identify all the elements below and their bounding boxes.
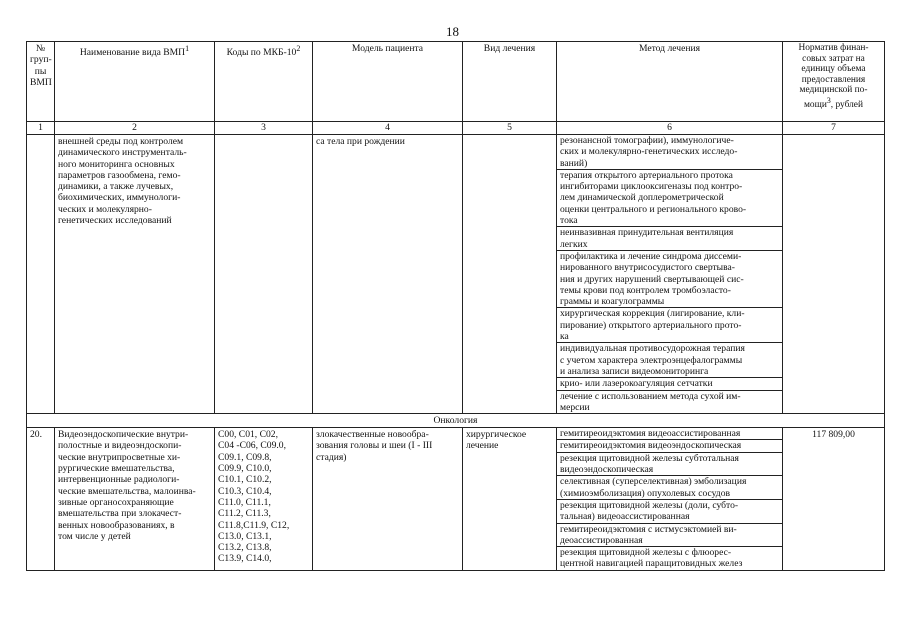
treatment-type-cell: хирургическое лечение	[463, 428, 557, 571]
treatment-method-item: хирургическая коррекция (лигирование, кли- пирование) открытого артериального прото- ка	[557, 308, 782, 343]
header-treatment-method: Метод лечения	[557, 42, 783, 122]
header-treatment-type: Вид лечения	[463, 42, 557, 122]
vmp-name-cell: Видеоэндоскопические внутри- полостные и видеоэндоскопи- ческие внутрипросветные хи- рургические вмешательства, интервенционные радиологи- ческие вмешательства, малоинва- зивные органосохраняющие вмешательства при злокачест- венных новообразованиях, в том числе у детей	[55, 428, 215, 571]
column-number: 2	[55, 122, 215, 135]
treatment-methods-cell	[557, 135, 783, 414]
vmp-name-cell: внешней среды под контролем динамического инструменталь- ного мониторинга основных параметров газообмена, гемо- динамики, а также лучевых, биохимических, иммунологи- ческих и молекулярно- генетических исследований	[55, 135, 215, 414]
treatment-method-item: гемитиреоидэктомия видеоассистированная	[557, 428, 782, 440]
vmp-table	[26, 41, 885, 571]
treatment-method-item: гемитиреоидэктомия видеоэндоскопическая	[557, 440, 782, 452]
column-number-row	[27, 122, 885, 135]
column-number: 7	[783, 122, 885, 135]
cost-cell	[783, 135, 885, 414]
column-number: 4	[313, 122, 463, 135]
cost-cell: 117 809,00	[783, 428, 885, 571]
treatment-type-cell	[463, 135, 557, 414]
icd-codes-cell: C00, C01, C02, C04 -C06, C09.0, C09.1, C09.8, C09.9, C10.0, C10.1, C10.2, C10.3, C10.4, C11.0, C11.1, C11.2, C11.3, C11.8,C11.9, C12, C13.0, C13.1, C13.2, C13.8, C13.9, C14.0,	[215, 428, 313, 571]
patient-model-cell: са тела при рождении	[313, 135, 463, 414]
column-number: 5	[463, 122, 557, 135]
group-no-cell: 20.	[27, 428, 55, 571]
treatment-method-item: резекция щитовидной железы субтотальная видеоэндоскопическая	[557, 453, 782, 477]
treatment-method-item: неинвазивная принудительная вентиляция легких	[557, 227, 782, 251]
page-number: 18	[446, 24, 459, 39]
section-title: Онкология	[27, 414, 885, 428]
treatment-method-item: резонансной томографии), иммунологиче- ских и молекулярно-генетических исследо- ваний)	[557, 135, 782, 170]
table-row-20	[27, 428, 885, 571]
treatment-method-item: гемитиреоидэктомия с истмусэктомией ви- деоассистированная	[557, 524, 782, 548]
treatment-method-item: терапия открытого артериального протока ингибиторами циклооксигеназы под контро- лем динамической доплерометрической оценки центрального и регионального крово- тока	[557, 170, 782, 227]
treatment-method-item: селективная (суперселективная) эмболизация (химиоэмболизация) опухолевых сосудов	[557, 476, 782, 500]
treatment-method-item: резекция щитовидной железы с флюорес- центной навигацией паращитовидных желез	[560, 547, 743, 570]
treatment-method-item: профилактика и лечение синдрома диссеми- нированного внутрисосудистого свертыва- ния и других нарушений свертывающей сис- темы крови под контролем тромбоэласто- граммы и коагулограммы	[557, 251, 782, 308]
group-no-cell	[27, 135, 55, 414]
header-cost-norm: Норматив финан- совых затрат на единицу объема предоставления медицинской по- мощи$^3$, рублей	[783, 42, 885, 122]
icd-codes-cell	[215, 135, 313, 414]
header-icd-codes: Коды по МКБ-$10^2$	[215, 42, 313, 122]
header-vmp-name: Наименование вида ВМП$^1$	[55, 42, 215, 122]
column-number: 6	[557, 122, 783, 135]
patient-model-cell: злокачественные новообра- зования головы и шеи (I - III стадия)	[313, 428, 463, 571]
header-patient-model: Модель пациента	[313, 42, 463, 122]
column-number: 3	[215, 122, 313, 135]
treatment-method-item: резекция щитовидной железы (доли, субто- тальная) видеоассистированная	[557, 500, 782, 524]
continued-row	[27, 135, 885, 414]
header-row	[27, 42, 885, 122]
treatment-method-item: индивидуальная противосудорожная терапия с учетом характера электроэнцефалограммы и анализа записи видеомониторинга	[557, 343, 782, 378]
column-number: 1	[27, 122, 55, 135]
header-group-no: № груп- пы ВМП	[27, 42, 55, 122]
treatment-method-item: крио- или лазерокоагуляция сетчатки	[557, 378, 782, 390]
treatment-methods-cell	[557, 428, 783, 571]
treatment-method-item: лечение с использованием метода сухой им- мерсии	[560, 390, 741, 413]
section-row	[27, 414, 885, 428]
